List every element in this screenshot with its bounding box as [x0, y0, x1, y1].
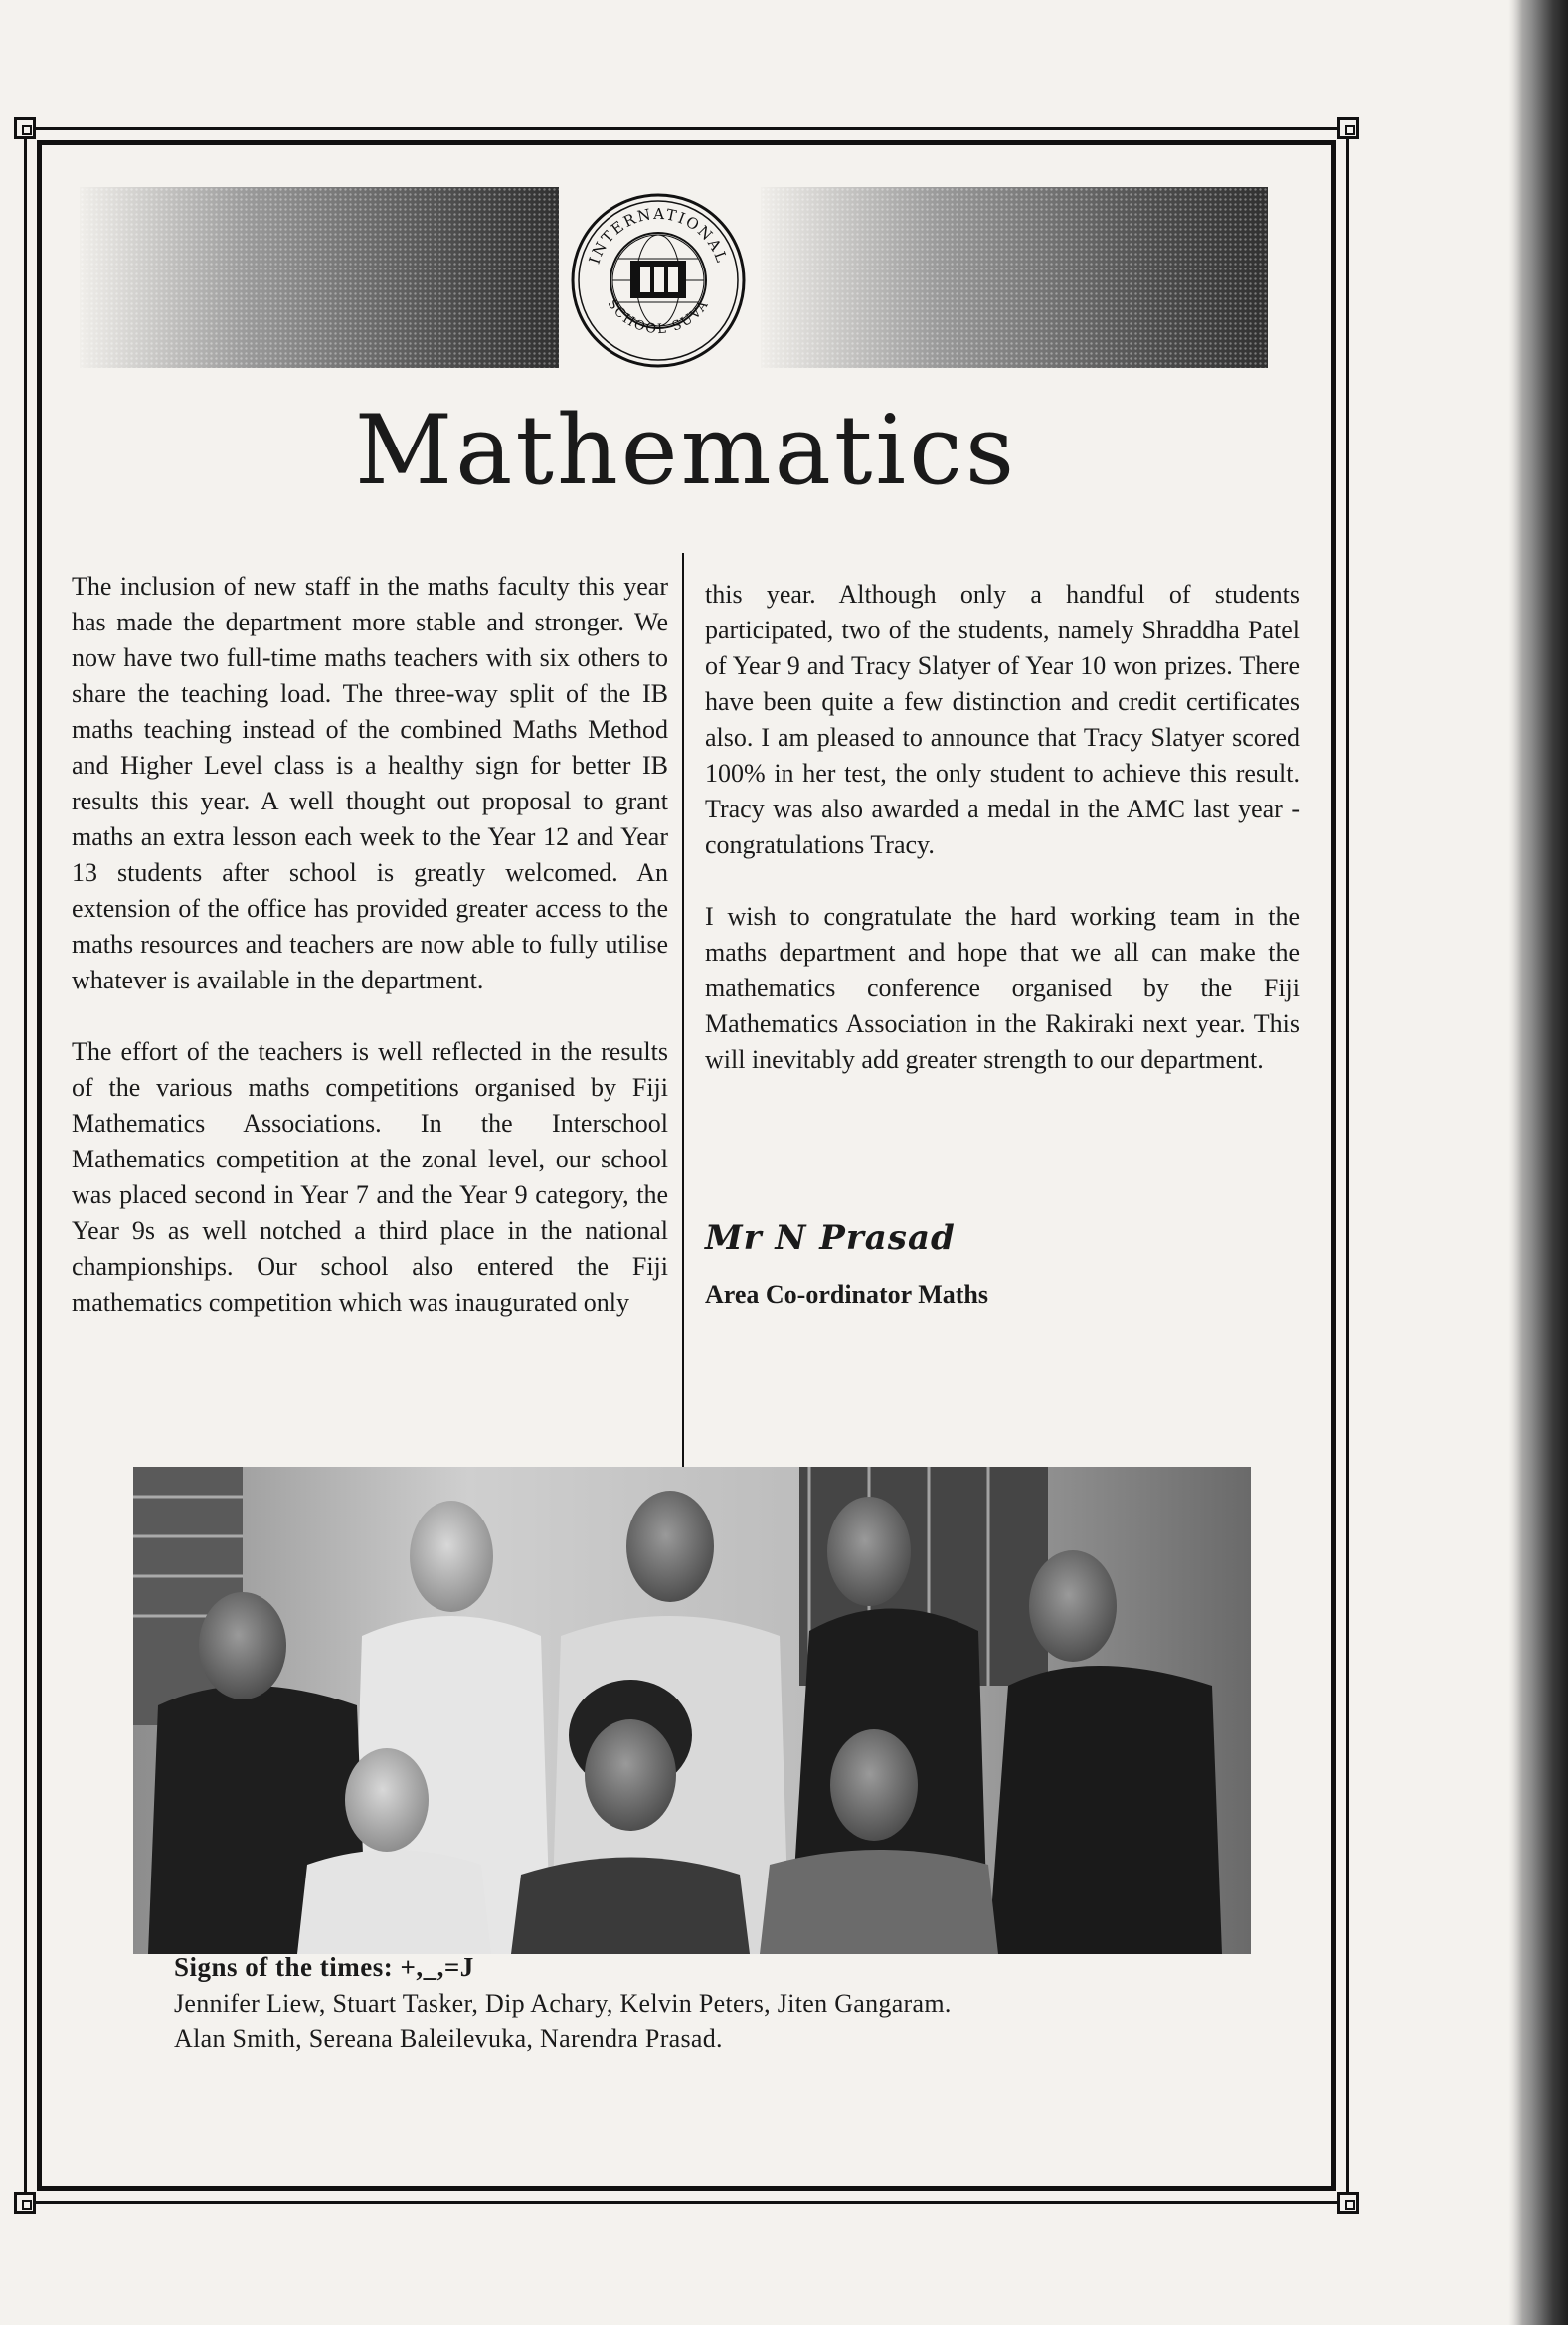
corner-ornament	[14, 2192, 36, 2214]
photo-caption-names: Jennifer Liew, Stuart Tasker, Dip Achary, Kelvin Peters, Jiten Gangaram.	[174, 1989, 952, 2018]
photo-caption-heading: Signs of the times: +,_,=J	[174, 1952, 474, 1982]
author-signature: Mr N Prasad	[705, 1218, 956, 1258]
column-divider	[682, 553, 684, 1468]
corner-ornament	[1337, 2192, 1359, 2214]
article-paragraph: I wish to congratulate the hard working team in the maths department and hope that we all can make the mathematics conference organised by the Fiji Mathematics Association in the Rakiraki next year. This will inevitably add greater strength to our department.	[705, 902, 1300, 1074]
author-title: Area Co-ordinator Maths	[705, 1280, 989, 1309]
header-banner-left	[80, 187, 559, 368]
staff-group-photo	[133, 1467, 1251, 1954]
photo-caption-names: Alan Smith, Sereana Baleilevuka, Narendra Prasad.	[174, 2024, 723, 2053]
svg-text:SCHOOL SUVA: SCHOOL SUVA	[604, 296, 713, 338]
article-column-left	[72, 569, 668, 1356]
article-paragraph: The effort of the teachers is well reflected in the results of the various maths competitions organised by Fiji Mathematics Associations. In the Interschool Mathematics competition at the zonal level, our school was placed second in Year 7 and the Year 9 category, the Year 9s as well notched a third place in the national championships. Our school also entered the Fiji mathematics competition which was inaugurated only	[72, 1037, 668, 1317]
article-paragraph: The inclusion of new staff in the maths faculty this year has made the department more stable and stronger. We now have two full-time maths teachers with six others to share the teaching load. The three-way split of the IB maths teaching instead of the combined Maths Method and Higher Level class is a healthy sign for better IB results this year. A well thought out proposal to grant maths an extra lesson each week to the Year 12 and Year 13 students after school is greatly welcomed. An extension of the office has provided greater access to the maths resources and teachers are now able to fully utilise whatever is available in the department.	[72, 572, 668, 994]
page-title: Mathematics	[354, 395, 1018, 506]
page-edge-shadow	[1508, 0, 1568, 2325]
article-paragraph: this year. Although only a handful of students participated, two of the students, namely Shraddha Patel of Year 9 and Tracy Slatyer of Year 10 won prizes. There have been quite a few distinction and credit certificates also. I am pleased to announce that Tracy Slatyer scored 100% in her test, the only student to achieve this result. Tracy was also awarded a medal in the AMC last year - congratulations Tracy.	[705, 580, 1300, 859]
corner-ornament	[14, 117, 36, 139]
corner-ornament	[1337, 117, 1359, 139]
header-banner-right	[761, 187, 1268, 368]
school-seal-logo	[569, 191, 748, 370]
article-column-right	[705, 577, 1300, 1114]
svg-text:INTERNATIONAL: INTERNATIONAL	[585, 204, 732, 267]
